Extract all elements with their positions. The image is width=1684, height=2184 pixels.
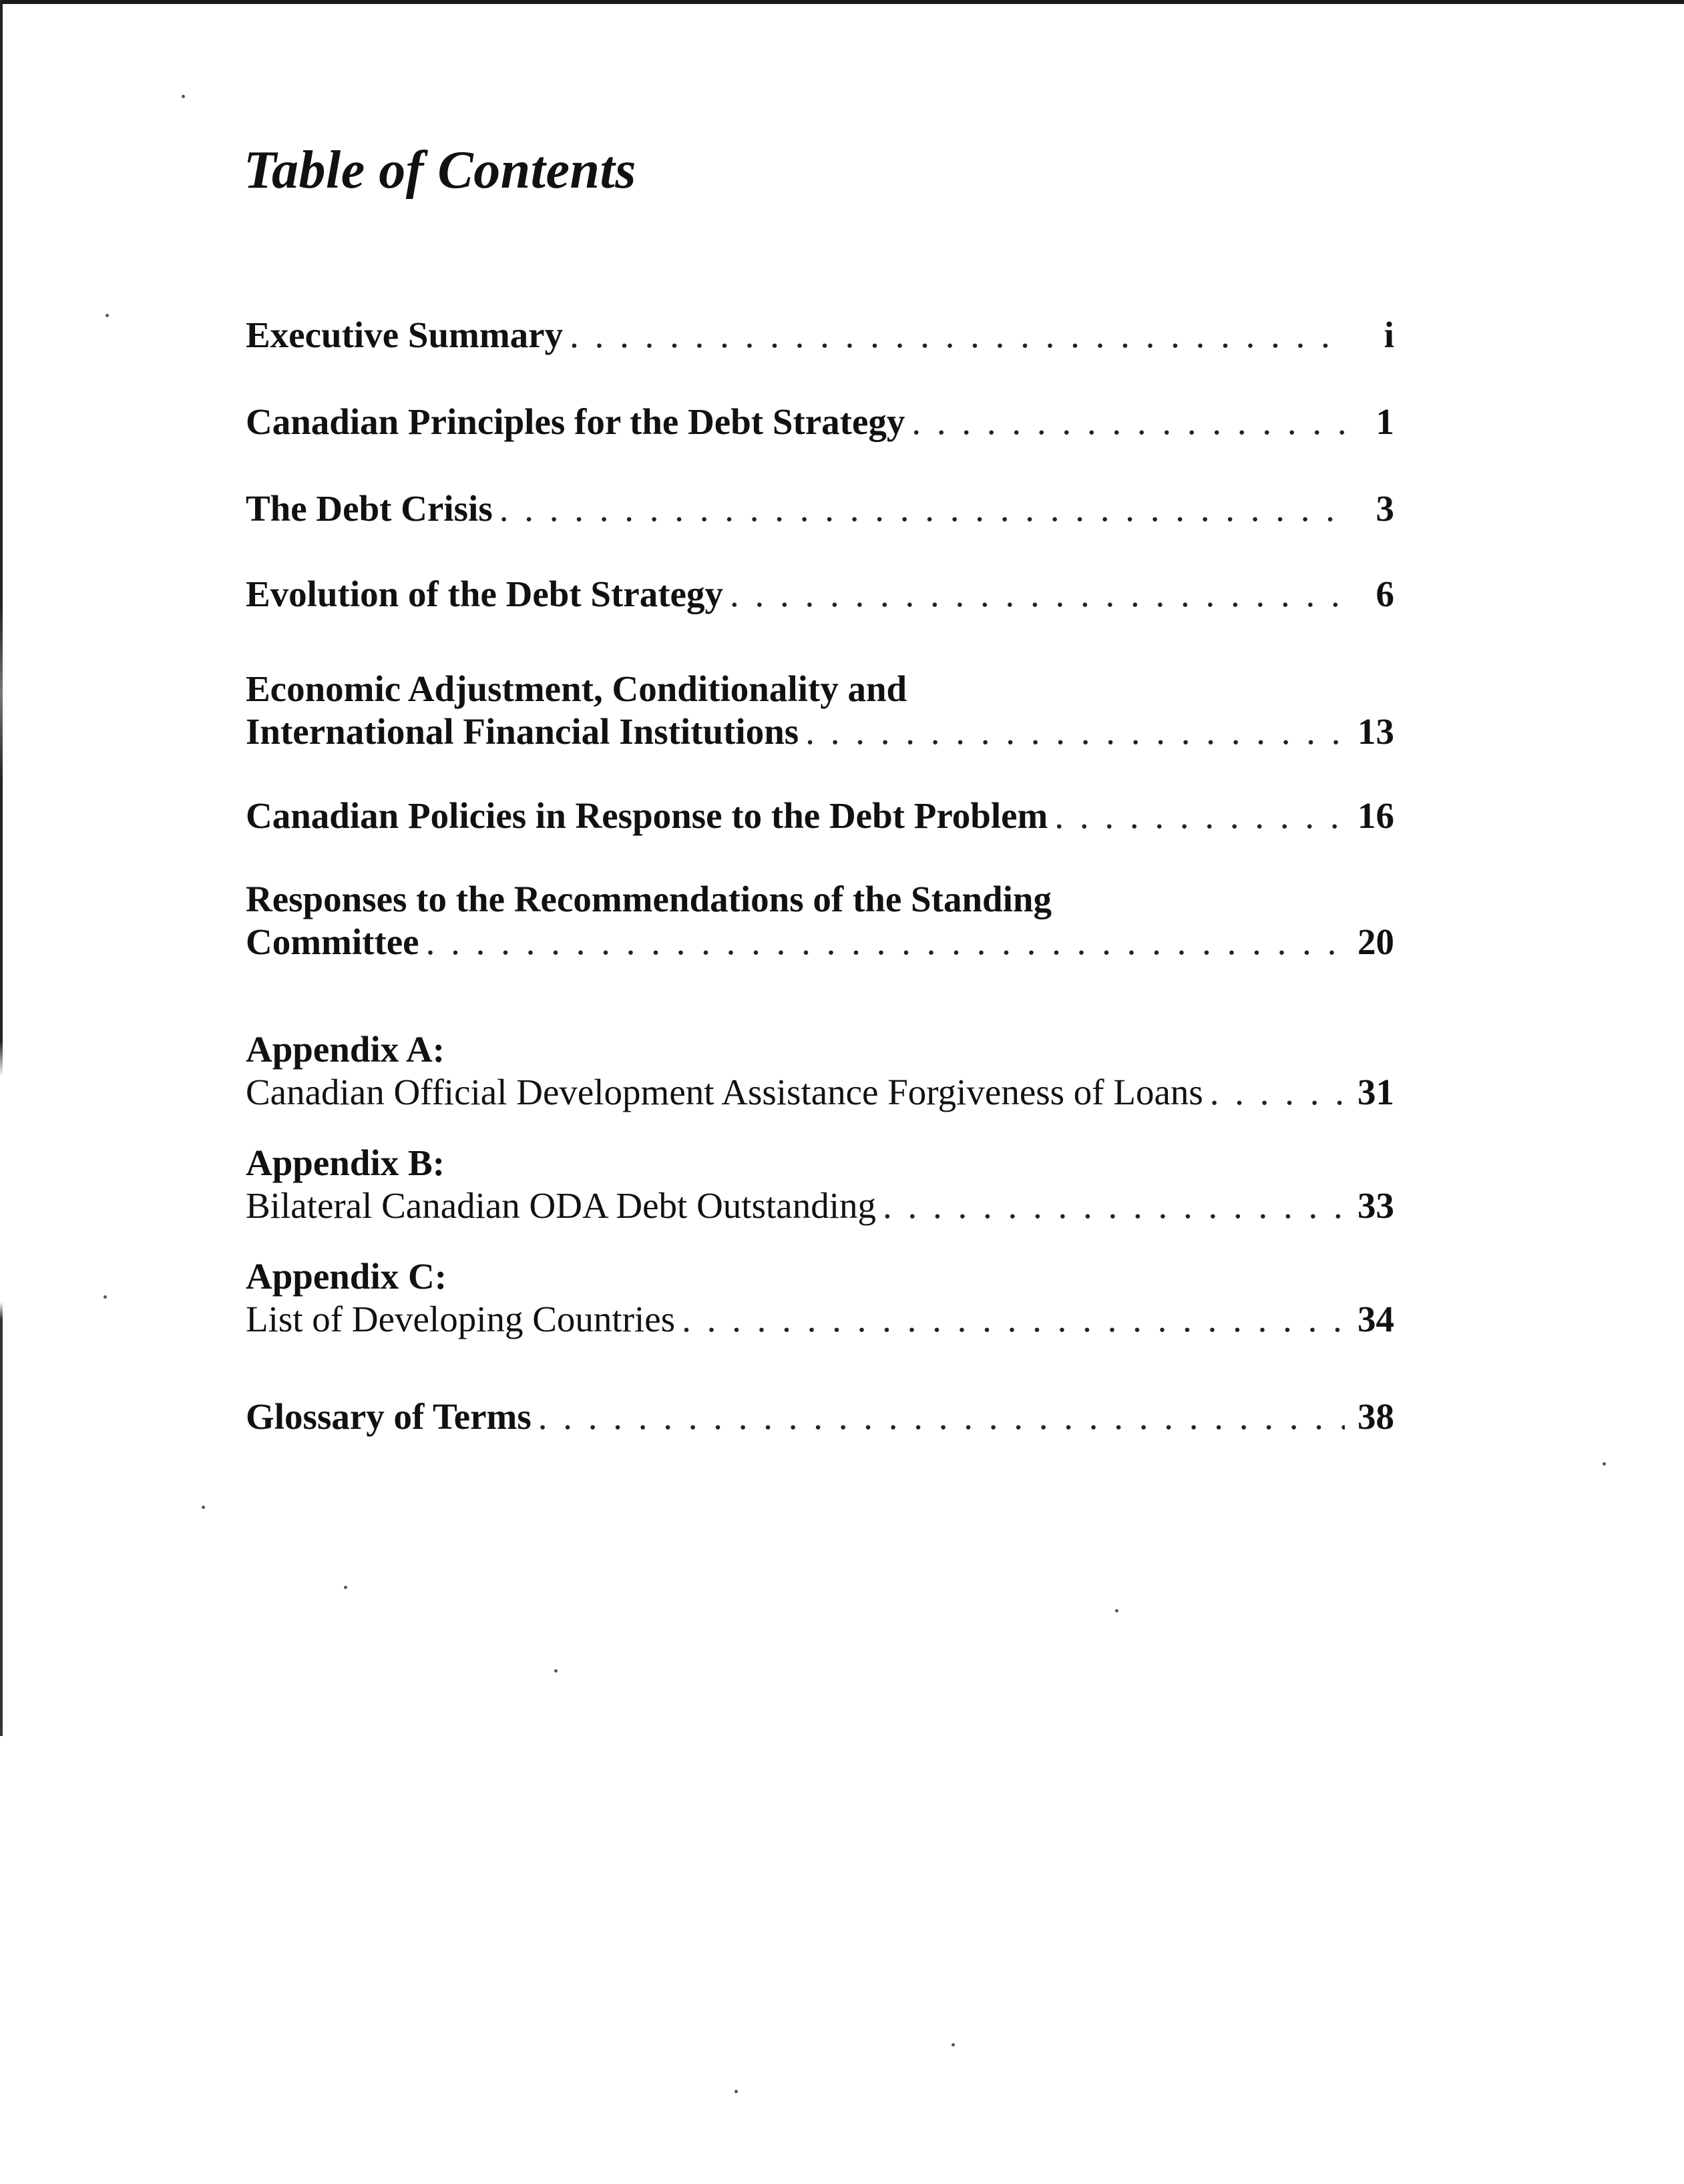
scan-speck: [182, 95, 185, 98]
appendix-label: Appendix C:: [246, 1256, 447, 1297]
appendix-entry: [246, 1142, 1394, 1227]
dot-leader: [1054, 795, 1345, 837]
dot-leader: [538, 1395, 1345, 1438]
toc-page-number: 6: [1376, 574, 1394, 614]
toc-entry-title: Executive Summary: [246, 314, 564, 355]
toc-entry: [246, 401, 1394, 443]
toc-entry: [246, 487, 1394, 530]
scan-edge-top: [0, 0, 1684, 4]
appendix-title: Bilateral Canadian ODA Debt Outstanding: [246, 1185, 876, 1226]
toc-entry-title: Evolution of the Debt Strategy: [246, 574, 723, 614]
toc-entry-title-line2: International Financial Institutions: [246, 711, 799, 752]
scan-speck: [202, 1506, 205, 1509]
scan-speck: [1115, 1609, 1118, 1612]
toc-page-number: 38: [1357, 1396, 1394, 1437]
dot-leader: [1210, 1071, 1345, 1114]
scan-speck: [554, 1669, 558, 1673]
scan-speck: [734, 2090, 738, 2093]
dot-leader: [499, 487, 1345, 530]
toc-entry-title-line2: Committee: [246, 921, 419, 962]
dot-leader: [911, 401, 1345, 443]
scan-speck: [1603, 1462, 1606, 1466]
toc-entry-title: Canadian Policies in Response to the Debt Problem: [246, 795, 1048, 836]
scan-speck: [103, 1295, 107, 1299]
dot-leader: [883, 1184, 1345, 1227]
toc-page-number: 33: [1357, 1185, 1394, 1226]
appendix-label: Appendix A:: [246, 1029, 445, 1070]
toc-page-number: i: [1384, 314, 1394, 355]
toc-entry: [246, 314, 1394, 357]
toc-entry-title-line1: Economic Adjustment, Conditionality and: [246, 668, 907, 709]
appendix-label: Appendix B:: [246, 1142, 445, 1183]
dot-leader: [805, 710, 1345, 753]
toc-page-number: 13: [1357, 711, 1394, 752]
appendix-title: Canadian Official Development Assistance Forgiveness of Loans: [246, 1072, 1203, 1112]
toc-page-number: 16: [1357, 795, 1394, 836]
appendix-entry: [246, 1028, 1394, 1114]
toc-entry: [246, 1395, 1394, 1438]
toc-page-number: 3: [1376, 488, 1394, 529]
scan-speck: [952, 2043, 955, 2046]
appendix-entry: [246, 1255, 1394, 1341]
toc-entry: [246, 878, 1394, 963]
toc-entry-title: Glossary of Terms: [246, 1396, 532, 1437]
dot-leader: [426, 921, 1345, 963]
toc-entry: [246, 795, 1394, 837]
appendix-title: List of Developing Countries: [246, 1299, 676, 1339]
toc-page-number: 31: [1357, 1072, 1394, 1112]
scan-speck: [106, 314, 109, 317]
toc-page-number: 20: [1357, 921, 1394, 962]
toc-page-number: 34: [1357, 1299, 1394, 1339]
dot-leader: [682, 1298, 1345, 1341]
toc-entry: [246, 668, 1394, 753]
toc-entry-title: The Debt Crisis: [246, 488, 493, 529]
toc-entry-title: Canadian Principles for the Debt Strategy: [246, 401, 905, 442]
dot-leader: [730, 573, 1345, 616]
page-title: Table of Contents: [244, 141, 636, 200]
scan-edge-left: [0, 0, 3, 1736]
toc-page-number: 1: [1376, 401, 1394, 442]
toc-entry-title-line1: Responses to the Recommendations of the Standing: [246, 879, 1052, 919]
toc-entry: [246, 573, 1394, 616]
dot-leader: [570, 314, 1345, 357]
scan-speck: [344, 1586, 347, 1589]
